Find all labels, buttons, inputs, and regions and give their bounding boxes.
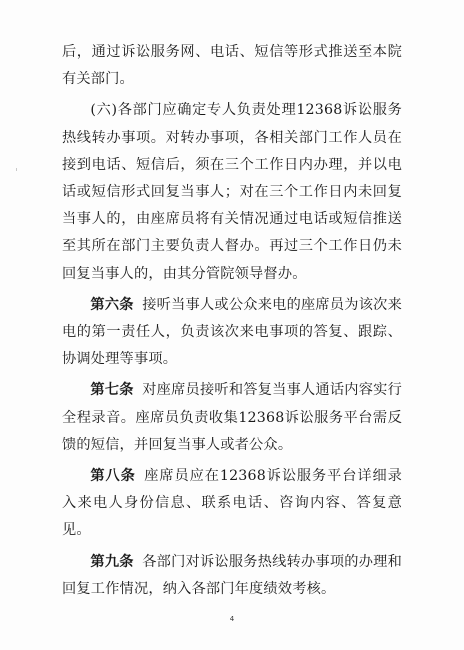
article-text: 各部门对诉讼服务热线转办事项的办理和回复工作情况，纳入各部门年度绩效考核。 bbox=[62, 553, 402, 597]
article-heading: 第九条 bbox=[90, 553, 134, 570]
paragraph-text: (六)各部门应确定专人负责处理12368诉讼服务热线转办事项。对转办事项，各相关部门工作人员在接到电话、短信后，须在三个工作日内办理，并以电话或短信形式回复当事人；对在三个工作日内未回复当事人的，由座席员将有关情况通过电话或短信推送至其所在部门主要负责人督办。再过三个工作日仍未回复当事人的，由其分管院领导督办。 bbox=[62, 102, 402, 282]
page-number: 4 bbox=[229, 615, 235, 623]
article-text: 座席员应在12368诉讼服务平台详细录入来电人身份信息、联系电话、咨询内容、答复意见。 bbox=[62, 468, 403, 539]
paragraph-item-6 bbox=[62, 97, 402, 287]
article-heading: 第六条 bbox=[90, 296, 134, 313]
article-9 bbox=[62, 549, 402, 603]
paragraph-continued bbox=[62, 39, 402, 93]
article-8 bbox=[62, 463, 402, 545]
article-heading: 第七条 bbox=[90, 382, 134, 399]
article-7 bbox=[62, 377, 402, 459]
document-body bbox=[62, 39, 402, 603]
paragraph-text: 后，通过诉讼服务网、电话、短信等形式推送至本院有关部门。 bbox=[62, 44, 402, 88]
article-6 bbox=[62, 292, 402, 374]
scan-mark bbox=[16, 168, 17, 171]
article-text: 接听当事人或公众来电的座席员为该次来电的第一责任人，负责该次来电事项的答复、跟踪、协调处理等事项。 bbox=[62, 296, 402, 368]
article-text: 对座席员接听和答复当事人通话内容实行全程录音。座席员负责收集12368诉讼服务平台需反馈的短信，并回复当事人或者公众。 bbox=[62, 382, 402, 453]
article-heading: 第八条 bbox=[90, 468, 136, 485]
